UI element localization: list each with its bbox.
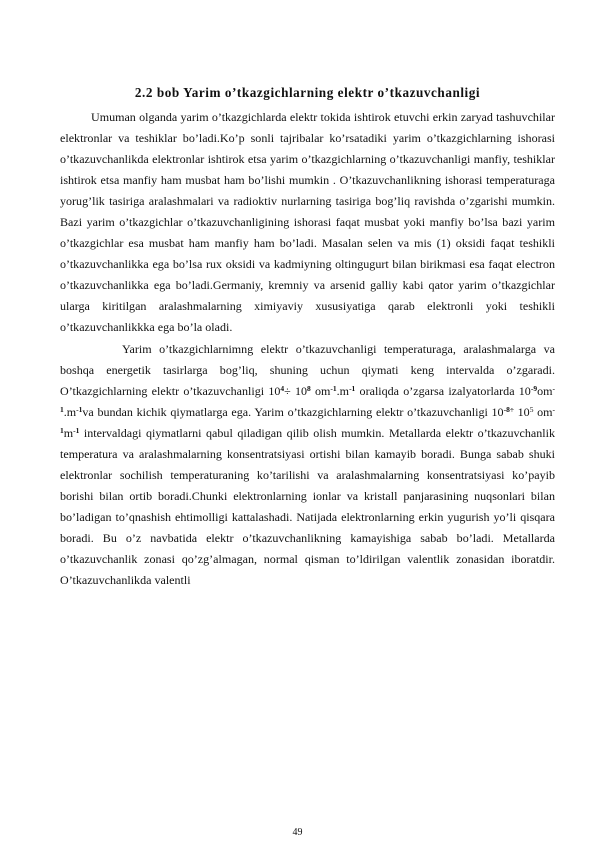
paragraph-2-text: om — [537, 383, 553, 398]
paragraph-2-text: m — [63, 425, 74, 440]
superscript: -1 — [330, 383, 337, 393]
superscript: -1 — [76, 404, 83, 414]
paragraph-2-text: ÷ 10 — [284, 383, 308, 398]
superscript: -1 — [60, 404, 556, 435]
paragraph-2-text: om — [533, 404, 553, 419]
superscript: -1 — [60, 383, 555, 414]
paragraph-2-text: oraliqda o’zgarsa izalyatorlarda 10 — [355, 383, 531, 398]
paragraph-1: Umuman olganda yarim o’tkazgichlarda elektr tokida ishtirok etuvchi erkin zaryad tashuvchilar elektronlar va teshiklar bo’ladi.Ko’p sonli tajribalar ko’rsatadiki yarim o’tkazgichlarning ishorasi o’tkazuvchanlikda elektronlar ishtirok etsa yarim o’tkazgichlarning o’tkazuvchanligi manfiy, teshiklar ishtirok etsa manfiy ham musbat ham bo’lishi mumkin . O’tkazuvchanlikning ishorasi temperaturaga yorug’lik tasiriga aralashmalari va radioktiv nurlarning tasiriga bog’liq ravishda o’zgarishi mumkin. Bazi yarim o’tkazgichlar o’tkazuvchanligining ishorasi faqat musbat yoki manfiy bo’lsa bazi yarim o’tkazgichlar esa musbat ham manfiy ham bo’ladi. Masalan selen va mis (1) oksidi faqat teshikli o’tkazuvchanlikka ega bo’lsa rux oksidi va kadmiyning oltingugurt bilan birikmasi esa faqat electron o’tkazuvchanlikka ega bo’ladi.Germaniy, kremniy va arsenid galliy kabi qator yarim o’tkazgichlar ularga kiritilgan aralashmalarning ximiyaviy xususiyatiga qarab elektronli yoki teshikli o’tkazuvchanlikkka ega bo’la oladi. — [60, 110, 555, 335]
paragraph-2 — [60, 339, 555, 592]
paragraph-2-text: Yarim o’tkazgichlarnimng elektr o’tkazuvchanligi temperaturaga, aralashmalarga va boshqa energetik tasirlarga bog’liq, shuning uchun qiymati keng intervalda o’zgaradi. O’tkazgichlarning elektr o’tkazuvchanligi 10 — [60, 341, 555, 398]
body-text — [60, 107, 555, 591]
paragraph-2-text: .m — [336, 383, 350, 398]
superscript: 5 — [529, 404, 534, 414]
page-number: 49 — [292, 827, 303, 838]
superscript: -8÷ — [503, 404, 514, 414]
paragraph-2-text: va bundan kichik qiymatlarga ega. Yarim o’tkazgichlarning elektr o’tkazuvchanligi 10 — [82, 404, 504, 419]
superscript: -1 — [73, 425, 80, 435]
section-heading: 2.2 bob Yarim o’tkazgichlarning elektr o’tkazuvchanligi — [134, 85, 481, 100]
paragraph-2-text: 10 — [513, 404, 530, 419]
superscript: -9 — [530, 383, 538, 393]
superscript: -1 — [349, 383, 356, 393]
superscript: 4 — [280, 383, 285, 393]
paragraph-2-text: intervaldagi qiymatlarni qabul qiladigan qilib olish mumkin. Metallarda elektr o’tkazuvchanlik temperatura va aralashmalarning konsentratsiyasi ortishi bilan kamayib boradi. Bunga sabab shuki elektronlar sochilish temperaturaning ko’tarilishi va aralashmalarning konsentratsiyasi ko’payib borishi bilan ortib boradi.Chunki elektronlarning ionlar va kristall panjarasining nuqsonlari bilan bo’ladigan to’qnashish ehtimolligi kattalashadi. Natijada elektronlarning erkin yugurish yo’li qisqara boradi. Bu o’z navbatida elektr o’tkazuvchanlikning kamayishiga sabab bo’ladi. Metallarda o’tkazuvchanlik zonasi qo’zg’almagan, normal qisman to’ldirilgan valentlik zonasidan iboratdir. O’tkazuvchanlikda valentli — [60, 425, 555, 588]
paragraph-2-text: .m — [63, 404, 77, 419]
paragraph-2-text: om — [310, 383, 331, 398]
superscript: 8 — [307, 383, 311, 393]
